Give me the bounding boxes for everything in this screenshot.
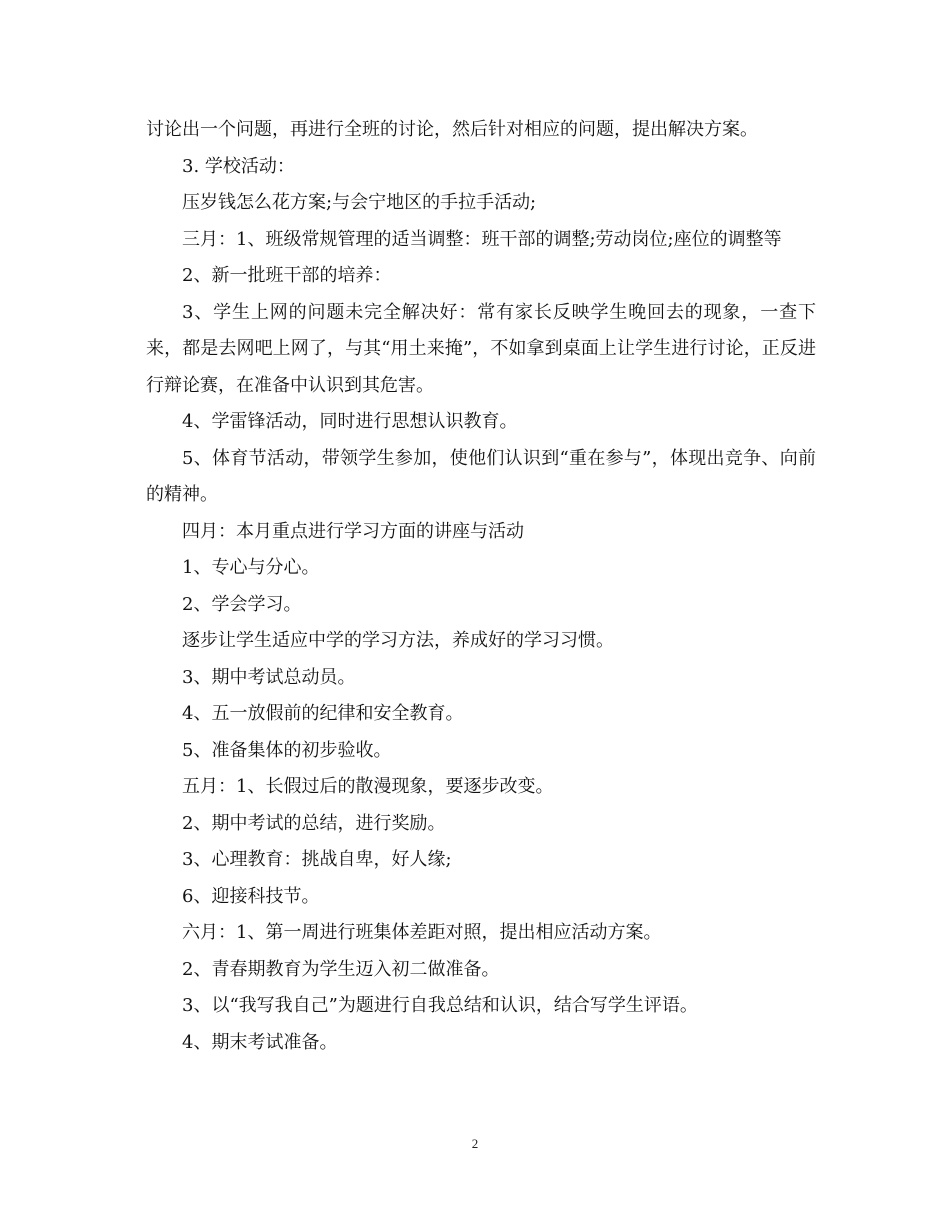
paragraph: 五月：1、长假过后的散漫现象，要逐步改变。 (182, 776, 554, 797)
paragraph: 5、体育节活动，带领学生参加，使他们认识到“重在参与”，体现出竞争、向前的精神。 (146, 447, 816, 505)
paragraph: 2、青春期教育为学生迈入初二做准备。 (182, 958, 500, 980)
paragraph: 三月：1、班级常规管理的适当调整：班干部的调整;劳动岗位;座位的调整等 (182, 228, 782, 250)
body-text (146, 112, 816, 1061)
paragraph: 压岁钱怎么花方案;与会宁地区的手拉手活动; (182, 192, 537, 213)
paragraph: 六月：1、第一周进行班集体差距对照，提出相应活动方案。 (182, 922, 662, 943)
paragraph: 6、迎接科技节。 (182, 885, 320, 907)
page-number: 2 (471, 1136, 479, 1151)
paragraph: 四月：本月重点进行学习方面的讲座与活动 (182, 520, 524, 542)
paragraph: 4、学雷锋活动，同时进行思想认识教育。 (182, 411, 518, 432)
paragraph: 3. 学校活动： (182, 155, 295, 177)
paragraph: 3、学生上网的问题未完全解决好：常有家长反映学生晚回去的现象，一查下来，都是去网吧上网了，与其“用土来掩”，不如拿到桌面上让学生进行讨论，正反进行辩论赛，在准备中认识到其危害。 (146, 301, 816, 396)
paragraph: 5、准备集体的初步验收。 (182, 739, 392, 761)
paragraph: 逐步让学生适应中学的学习方法，养成好的学习习惯。 (182, 630, 614, 651)
paragraph: 2、期中考试的总结，进行奖励。 (182, 812, 446, 834)
paragraph: 3、期中考试总动员。 (182, 666, 356, 688)
paragraph: 3、心理教育：挑战自卑，好人缘; (182, 849, 452, 870)
paragraph: 4、期末考试准备。 (182, 1031, 338, 1053)
paragraph: 2、新一批班干部的培养： (182, 265, 392, 286)
paragraph: 讨论出一个问题，再进行全班的讨论，然后针对相应的问题，提出解决方案。 (146, 119, 758, 140)
paragraph: 3、以“我写我自己”为题进行自我总结和认识，结合写学生评语。 (182, 995, 698, 1016)
paragraph: 2、学会学习。 (182, 593, 302, 615)
paragraph: 4、五一放假前的纪律和安全教育。 (182, 703, 464, 724)
paragraph: 1、专心与分心。 (182, 557, 320, 578)
